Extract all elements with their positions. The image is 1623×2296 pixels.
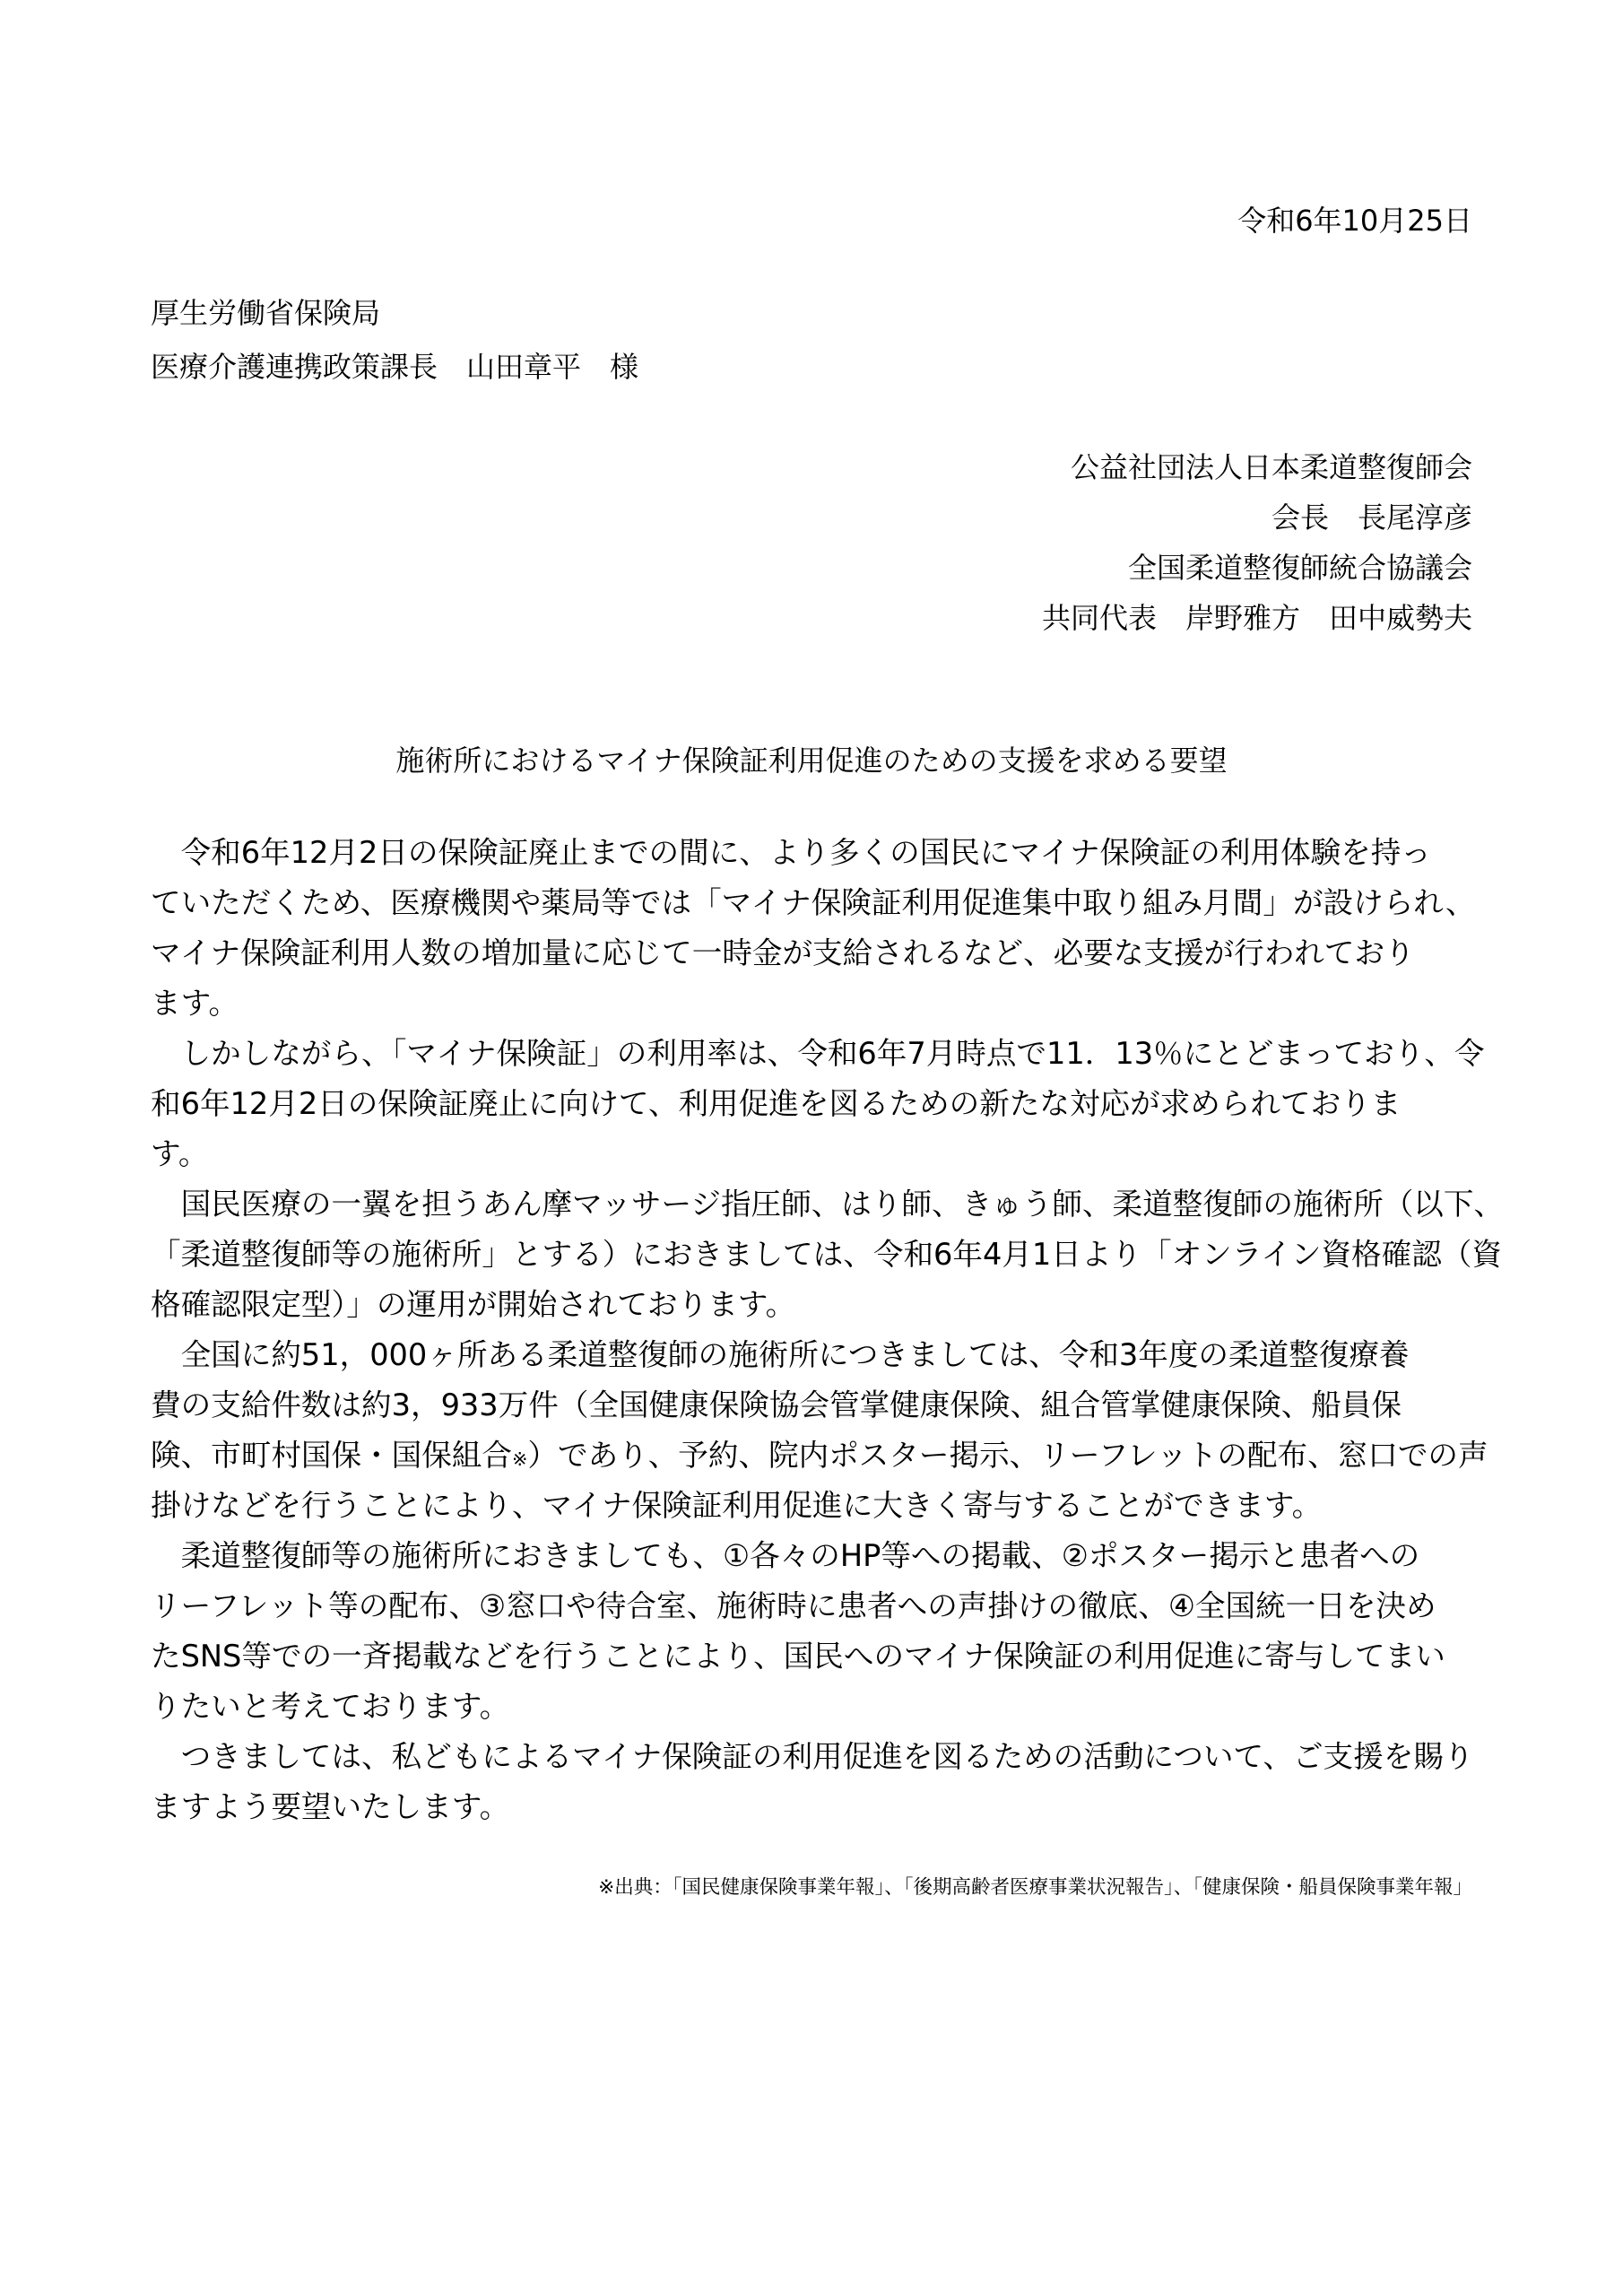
body-line: 国民医療の一翼を担うあん摩マッサージ指圧師、はり師、きゅう師、柔道整復師の施術所（以下、: [151, 1187, 1505, 1222]
document-date: 令和6年10月25日: [1237, 204, 1472, 238]
body-line: しかしながら、「マイナ保険証」の利用率は、令和6年7月時点で11．13％にとどまっており、令: [151, 1036, 1485, 1071]
body-line: ます。: [151, 986, 239, 1021]
body-line: ますよう要望いたします。: [151, 1789, 510, 1824]
recipient-organization: 厚生労働省保険局: [151, 296, 381, 330]
sender-organization-2: 全国柔道整復師統合協議会: [1127, 551, 1472, 585]
sender-representative-2: 共同代表 岸野雅方 田中威勢夫: [1041, 601, 1472, 635]
body-line: [151, 1440, 1488, 1471]
body-line-head: 険、市町村国保・国保組合: [151, 1438, 512, 1473]
body-line: 和6年12月2日の保険証廃止に向けて、利用促進を図るための新たな対応が求められておりま: [151, 1086, 1402, 1121]
body-line: リーフレット等の配布、③窓口や待合室、施術時に患者への声掛けの徹底、④全国統一日を決め: [151, 1588, 1436, 1623]
body-line: マイナ保険証利用人数の増加量に応じて一時金が支給されるなど、必要な支援が行われており: [151, 935, 1415, 970]
sender-organization-1: 公益社団法人日本柔道整復師会: [1070, 450, 1472, 484]
body-line: 掛けなどを行うことにより、マイナ保険証利用促進に大きく寄与することができます。: [151, 1488, 1323, 1523]
body-line-tail: ）であり、予約、院内ポスター掲示、リーフレットの配布、窓口での声: [527, 1438, 1488, 1473]
body-line: 柔道整復師等の施術所におきましても、①各々のHP等への掲載、②ポスター掲示と患者への: [151, 1538, 1420, 1573]
body-line: す。: [151, 1136, 209, 1171]
body-line: りたいと考えております。: [151, 1689, 510, 1724]
body-line: 令和6年12月2日の保険証廃止までの間に、より多くの国民にマイナ保険証の利用体験を持っ: [151, 835, 1431, 870]
note-mark: ※: [511, 1448, 528, 1470]
body-line: 全国に約51，000ヶ所ある柔道整復師の施術所につきましては、令和3年度の柔道整復療養: [151, 1337, 1410, 1372]
body-line: 費の支給件数は約3，933万件（全国健康保険協会管掌健康保険、組合管掌健康保険、船員保: [151, 1387, 1402, 1422]
sender-representative-1: 会長 長尾淳彦: [1271, 500, 1472, 535]
body-line: たSNS等での一斉掲載などを行うことにより、国民へのマイナ保険証の利用促進に寄与してまい: [151, 1639, 1445, 1674]
body-line: 「柔道整復師等の施術所」とする）におきましては、令和6年4月1日より「オンライン資格確認（資: [151, 1237, 1502, 1272]
body-line: つきましては、私どもによるマイナ保険証の利用促進を図るための活動について、ご支援を賜り: [151, 1739, 1474, 1774]
source-footnote: ※出典：「国民健康保険事業年報」、「後期高齢者医療事業状況報告」、「健康保険・船員保険事業年報」: [598, 1876, 1472, 1899]
body-line: ていただくため、医療機関や薬局等では「マイナ保険証利用促進集中取り組み月間」が設けられ、: [151, 885, 1476, 920]
document-title: 施術所におけるマイナ保険証利用促進のための支援を求める要望: [395, 744, 1228, 778]
recipient-name: 医療介護連携政策課長 山田章平 様: [151, 350, 639, 384]
body-line: 格確認限定型）」の運用が開始されております。: [151, 1287, 796, 1322]
